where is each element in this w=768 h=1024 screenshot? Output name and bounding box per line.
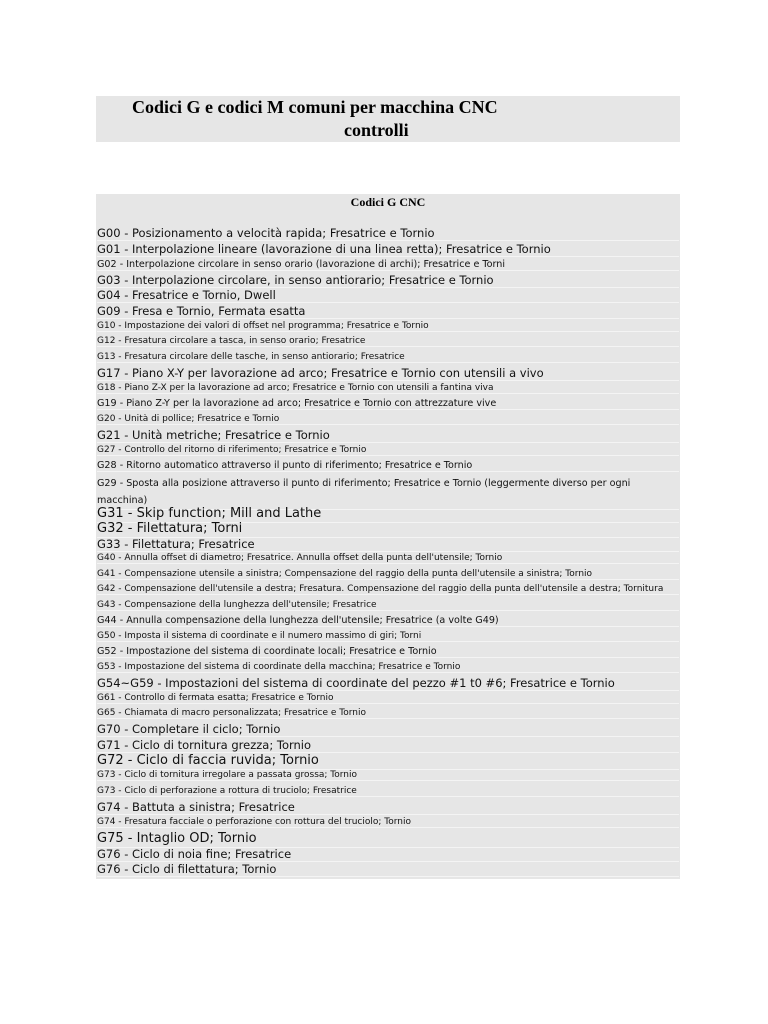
- table-row: G10 - Impostazione dei valori di offset nel programma; Fresatrice e Tornio: [97, 321, 679, 332]
- table-row: G29 - Sposta alla posizione attraverso il punto di riferimento; Fresatrice e Tornio (leggermente diverso per ogni macchina): [97, 475, 679, 510]
- table-row: G20 - Unità di pollice; Fresatrice e Tornio: [97, 414, 679, 425]
- table-header: Codici G CNC: [350, 195, 426, 209]
- page-title-line-1: Codici G e codici M comuni per macchina CNC: [132, 97, 498, 117]
- table-row: G00 - Posizionamento a velocità rapida; Fresatrice e Tornio: [97, 227, 679, 241]
- table-row: G71 - Ciclo di tornitura grezza; Tornio: [97, 739, 679, 753]
- table-row: G02 - Interpolazione circolare in senso orario (lavorazione di archi); Fresatrice e Torni: [97, 259, 679, 271]
- table-row: G21 - Unità metriche; Fresatrice e Tornio: [97, 429, 679, 443]
- table-row: G44 - Annulla compensazione della lunghezza dell'utensile; Fresatrice (a volte G49): [97, 615, 679, 627]
- table-row: G50 - Imposta il sistema di coordinate e il numero massimo di giri; Torni: [97, 631, 679, 642]
- table-row: G75 - Intaglio OD; Tornio: [97, 832, 679, 848]
- table-row: G40 - Annulla offset di diametro; Fresatrice. Annulla offset della punta dell'utensile; Tornio: [97, 553, 679, 564]
- table-row: G28 - Ritorno automatico attraverso il punto di riferimento; Fresatrice e Tornio: [97, 460, 679, 472]
- table-row: G54~G59 - Impostazioni del sistema di coordinate del pezzo #1 t0 #6; Fresatrice e Tornio: [97, 677, 679, 691]
- table-row: G74 - Battuta a sinistra; Fresatrice: [97, 801, 679, 815]
- table-row: G72 - Ciclo di faccia ruvida; Tornio: [97, 754, 679, 770]
- table-row: G01 - Interpolazione lineare (lavorazione di una linea retta); Fresatrice e Tornio: [97, 243, 679, 257]
- table-row: G04 - Fresatrice e Tornio, Dwell: [97, 289, 679, 303]
- table-row: G32 - Filettatura; Torni: [97, 522, 679, 538]
- table-row: G18 - Piano Z-X per la lavorazione ad arco; Fresatrice e Tornio con utensili a fantina viva: [97, 383, 679, 394]
- table-row: G52 - Impostazione del sistema di coordinate locali; Fresatrice e Tornio: [97, 646, 679, 658]
- table-row: G74 - Fresatura facciale o perforazione con rottura del truciolo; Tornio: [97, 817, 679, 828]
- table-row: G73 - Ciclo di perforazione a rottura di truciolo; Fresatrice: [97, 786, 679, 797]
- table-row: G19 - Piano Z-Y per la lavorazione ad arco; Fresatrice e Tornio con attrezzature vive: [97, 398, 679, 410]
- table-row: G03 - Interpolazione circolare, in senso antiorario; Fresatrice e Tornio: [97, 274, 679, 288]
- table-row: G09 - Fresa e Tornio, Fermata esatta: [97, 305, 679, 319]
- table-row: G61 - Controllo di fermata esatta; Fresatrice e Tornio: [97, 693, 679, 704]
- table-row: G31 - Skip function; Mill and Lathe: [97, 507, 679, 523]
- table-row: G43 - Compensazione della lunghezza dell'utensile; Fresatrice: [97, 600, 679, 611]
- table-row: G53 - Impostazione del sistema di coordinate della macchina; Fresatrice e Tornio: [97, 662, 679, 673]
- table-row: G70 - Completare il ciclo; Tornio: [97, 723, 679, 737]
- table-row: G65 - Chiamata di macro personalizzata; Fresatrice e Tornio: [97, 708, 679, 719]
- table-row: G17 - Piano X-Y per lavorazione ad arco; Fresatrice e Tornio con utensili a vivo: [97, 367, 679, 381]
- table-row: G73 - Ciclo di tornitura irregolare a passata grossa; Tornio: [97, 770, 679, 781]
- table-row: G42 - Compensazione dell'utensile a destra; Fresatura. Compensazione del raggio della punta dell'utensile a destra; Tornitura: [97, 584, 679, 595]
- table-row: G27 - Controllo del ritorno di riferimento; Fresatrice e Tornio: [97, 445, 679, 456]
- table-row: G12 - Fresatura circolare a tasca, in senso orario; Fresatrice: [97, 336, 679, 347]
- table-row: G41 - Compensazione utensile a sinistra; Compensazione del raggio della punta dell'utensile a sinistra; Tornio: [97, 569, 679, 580]
- table-row: G76 - Ciclo di noia fine; Fresatrice: [97, 848, 679, 862]
- page-title-line-2: controlli: [344, 120, 409, 140]
- table-row: G76 - Ciclo di filettatura; Tornio: [97, 863, 679, 877]
- table-row: G33 - Filettatura; Fresatrice: [97, 538, 679, 552]
- table-row: G13 - Fresatura circolare delle tasche, in senso antiorario; Fresatrice: [97, 352, 679, 363]
